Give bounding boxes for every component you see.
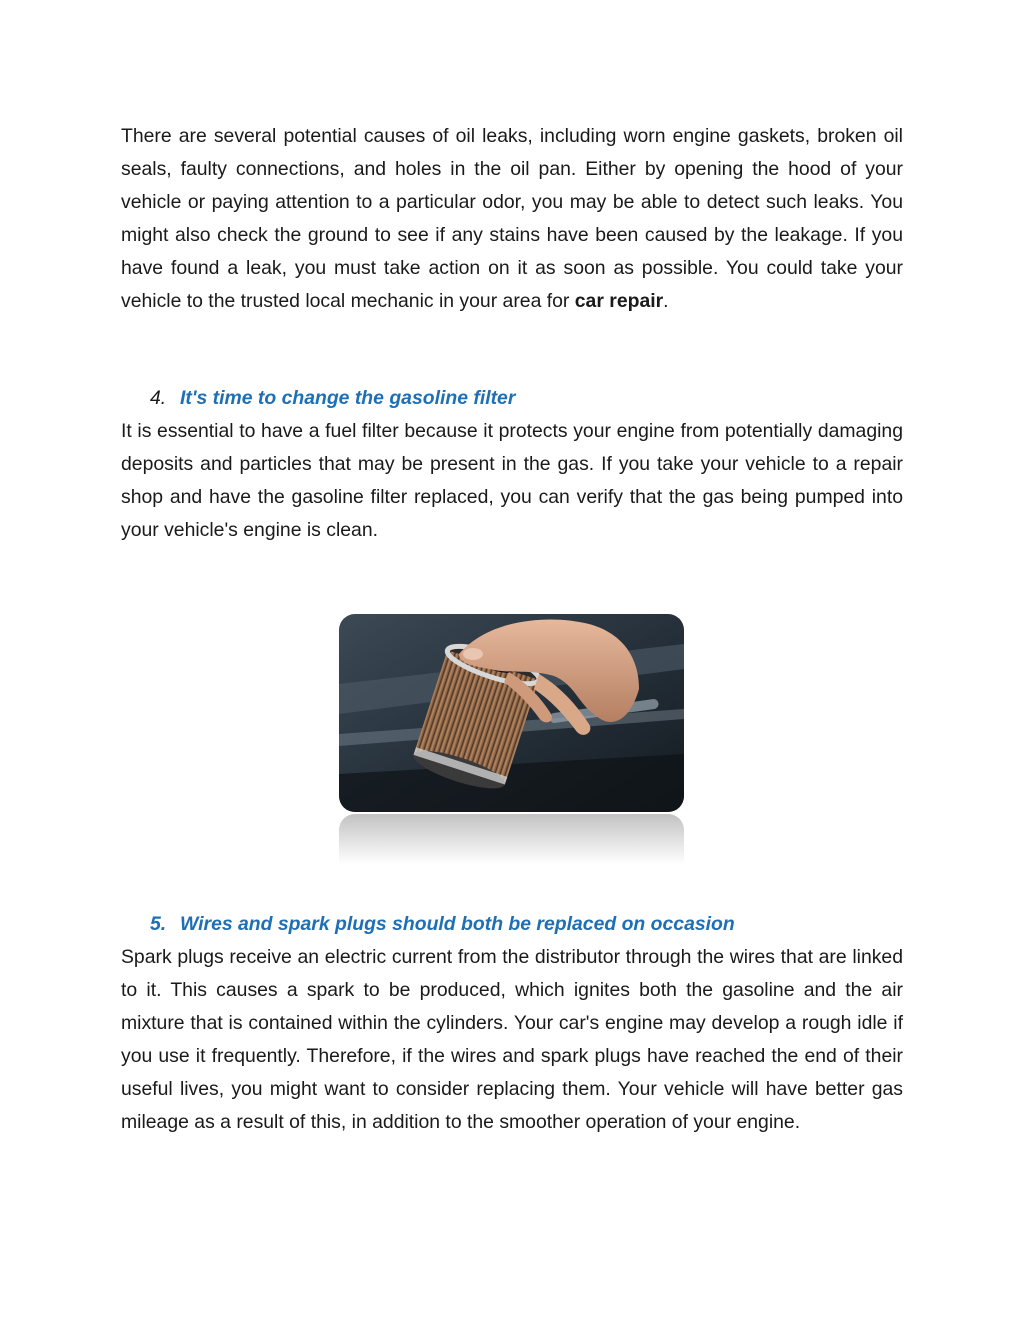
section-5-number: 5. bbox=[150, 913, 167, 935]
oil-leak-paragraph bbox=[121, 120, 903, 318]
section-4-title: It's time to change the gasoline filter bbox=[180, 387, 516, 409]
section-4-body: It is essential to have a fuel filter because it protects your engine from potentially damaging deposits and particles that may be present in the gas. If you take your vehicle to a repair shop and have the gasoline filter replaced, you can verify that the gas being pumped into your vehicle's engine is clean. bbox=[121, 420, 903, 541]
fuel-filter-photo bbox=[339, 614, 684, 812]
section-4-heading bbox=[150, 385, 515, 411]
oil-leak-period: . bbox=[663, 290, 669, 312]
section-4-number: 4. bbox=[150, 387, 167, 409]
section-5-body: Spark plugs receive an electric current from the distributor through the wires that are linked to it. This causes a spark to be produced, which ignites both the gasoline and the air mixture that is contained within the cylinders. Your car's engine may develop a rough idle if you use it frequently. Therefore, if the wires and spark plugs have reached the end of their useful lives, you might want to consider replacing them. Your vehicle will have better gas mileage as a result of this, in addition to the smoother operation of your engine. bbox=[121, 946, 903, 1133]
section-5-heading bbox=[150, 911, 735, 937]
section-5-title: Wires and spark plugs should both be replaced on occasion bbox=[180, 913, 735, 935]
oil-leak-text: There are several potential causes of oil leaks, including worn engine gaskets, broken oil seals, faulty connections, and holes in the oil pan. Either by opening the hood of your vehicle or paying attention to a particular odor, you may be able to detect such leaks. You might also check the ground to see if any stains have been caused by the leakage. If you have found a leak, you must take action on it as soon as possible. You could take your vehicle to the trusted local mechanic in your area for bbox=[121, 125, 903, 312]
image-reflection bbox=[339, 814, 684, 870]
car-repair-link-text: car repair bbox=[574, 290, 664, 312]
fuel-filter-image bbox=[339, 614, 684, 870]
